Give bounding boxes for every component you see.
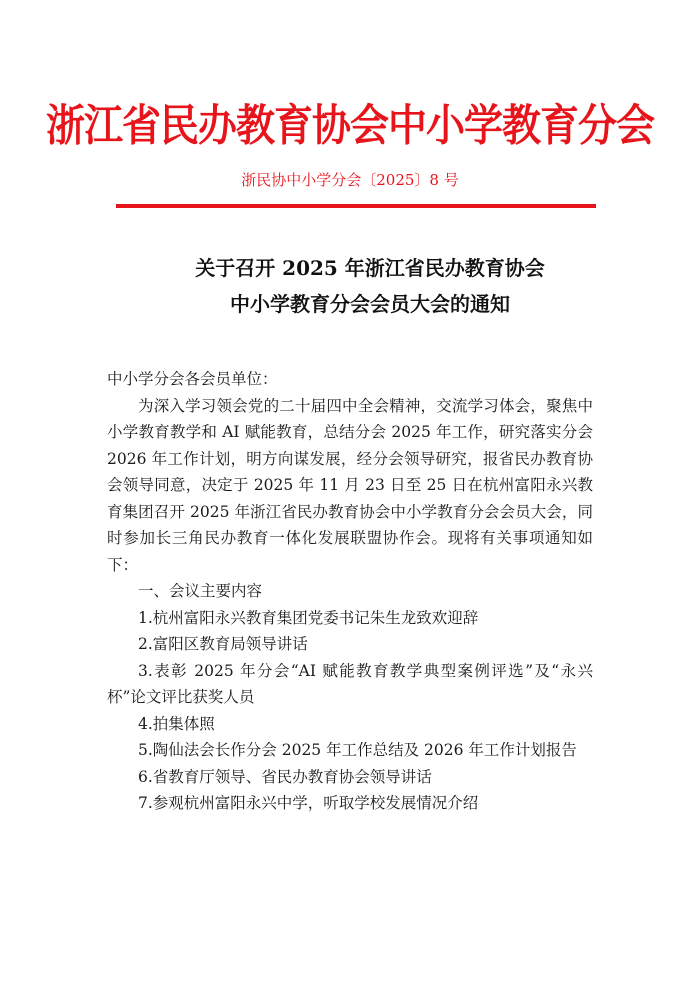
agenda-item-5: 5.陶仙法会长作分会 2025 年工作总结及 2026 年工作计划报告 <box>138 741 577 759</box>
notice-body <box>107 366 593 817</box>
agenda-item-7: 7.参观杭州富阳永兴中学，听取学校发展情况介绍 <box>138 794 479 812</box>
agenda-item-3: 3.表彰 2025 年分会“AI 赋能教育教学典型案例评选”及“永兴杯”论文评比获奖人员 <box>107 661 593 706</box>
notice-title <box>0 250 700 322</box>
notice-title-line-1: 关于召开 2025 年浙江省民办教育协会 <box>195 256 545 280</box>
intro-paragraph: 为深入学习领会党的二十届四中全会精神，交流学习体会，聚焦中小学教育教学和 AI 赋能教育，总结分会 2025 年工作，研究落实分会 2026 年工作计划，明方向谋发展，经分会领导研究，报省民办教育协会领导同意，决定于 2025 年 11 月 23 日至 25 日在杭州富阳永兴教育集团召开 2025 年浙江省民办教育协会中小学教育分会会员大会，同时参加长三角民办教育一体化发展联盟协作会。现将有关事项通知如下： <box>107 396 593 574</box>
agenda-item-1: 1.杭州富阳永兴教育集团党委书记朱生龙致欢迎辞 <box>138 608 479 627</box>
document-number: 浙民协中小学分会〔2025〕8 号 <box>241 171 459 189</box>
notice-title-line-2: 中小学教育分会会员大会的通知 <box>230 292 510 316</box>
agenda-item-6: 6.省教育厅领导、省民办教育协会领导讲话 <box>138 767 432 786</box>
org-title: 浙江省民办教育协会中小学教育分会 <box>45 100 654 152</box>
agenda-item-2: 2.富阳区教育局领导讲话 <box>138 635 308 653</box>
salutation: 中小学分会各会员单位： <box>107 370 278 388</box>
section-heading: 一、会议主要内容 <box>138 582 263 600</box>
red-divider-line <box>116 204 596 208</box>
agenda-item-4: 4.拍集体照 <box>138 714 215 733</box>
